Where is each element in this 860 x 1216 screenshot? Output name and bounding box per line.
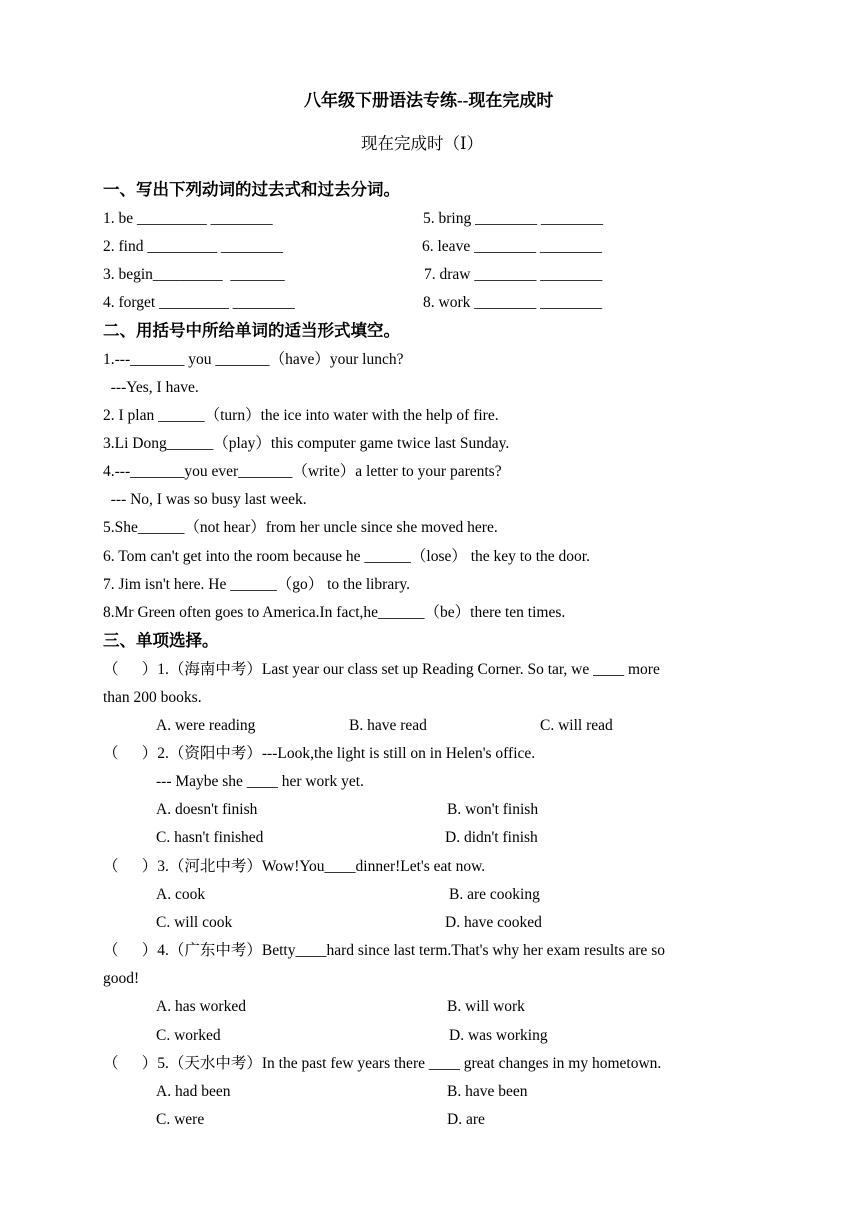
question: （ ）2.（资阳中考）---Look,the light is still on in Helen's office. — [103, 745, 536, 762]
fill-item: 8.Mr Green often goes to America.In fact,he______（be）there ten times. — [103, 604, 566, 621]
option: C. hasn't finished — [156, 829, 264, 846]
fill-item: ---Yes, I have. — [103, 379, 199, 396]
question: （ ）4.（广东中考）Betty____hard since last term.That's why her exam results are so — [103, 942, 665, 959]
page-subtitle: 现在完成时（Ⅰ） — [361, 134, 484, 153]
question: （ ）5.（天水中考）In the past few years there ____ great changes in my hometown. — [103, 1055, 662, 1072]
option: B. are cooking — [449, 886, 540, 903]
option: C. were — [156, 1111, 205, 1128]
option: C. will cook — [156, 914, 233, 931]
section-heading: 二、用括号中所给单词的适当形式填空。 — [103, 321, 400, 340]
question: （ ）1.（海南中考）Last year our class set up Reading Corner. So tar, we ____ more — [103, 661, 660, 678]
option: D. didn't finish — [445, 829, 538, 846]
verb-item: 8. work ________ ________ — [423, 294, 603, 311]
verb-item: 6. leave ________ ________ — [422, 238, 602, 255]
verb-item: 3. begin_________ _______ — [103, 266, 285, 283]
page-title: 八年级下册语法专练--现在完成时 — [304, 91, 554, 110]
option: B. have been — [447, 1083, 528, 1100]
option: B. have read — [349, 717, 427, 734]
fill-item: 2. I plan ______（turn）the ice into water with the help of fire. — [103, 407, 499, 424]
fill-item: 6. Tom can't get into the room because he ______（lose） the key to the door. — [103, 548, 590, 565]
verb-item: 2. find _________ ________ — [103, 238, 283, 255]
fill-item: 3.Li Dong______（play）this computer game twice last Sunday. — [103, 435, 510, 452]
question-continued: than 200 books. — [103, 689, 202, 706]
question-continued: good! — [103, 970, 140, 987]
option: A. doesn't finish — [156, 801, 258, 818]
verb-item: 5. bring ________ ________ — [423, 210, 603, 227]
option: A. cook — [156, 886, 206, 903]
option: D. was working — [449, 1027, 548, 1044]
verb-item: 4. forget _________ ________ — [103, 294, 295, 311]
option: A. had been — [156, 1083, 231, 1100]
fill-item: 7. Jim isn't here. He ______（go） to the library. — [103, 576, 411, 593]
option: C. worked — [156, 1027, 221, 1044]
option: D. are — [447, 1111, 485, 1128]
option: A. has worked — [156, 998, 246, 1015]
verb-item: 1. be _________ ________ — [103, 210, 273, 227]
option: A. were reading — [156, 717, 256, 734]
question-continued: --- Maybe she ____ her work yet. — [156, 773, 364, 790]
option: B. won't finish — [447, 801, 539, 818]
fill-item: 4.---_______you ever_______（write）a letter to your parents? — [103, 463, 502, 480]
option: B. will work — [447, 998, 525, 1015]
verb-item: 7. draw ________ ________ — [424, 266, 603, 283]
option: D. have cooked — [445, 914, 542, 931]
section-heading: 一、写出下列动词的过去式和过去分词。 — [103, 180, 400, 199]
fill-item: --- No, I was so busy last week. — [103, 491, 307, 508]
fill-item: 1.---_______ you _______（have）your lunch? — [103, 351, 404, 368]
fill-item: 5.She______（not hear）from her uncle since she moved here. — [103, 519, 498, 536]
option: C. will read — [540, 717, 613, 734]
question: （ ）3.（河北中考）Wow!You____dinner!Let's eat now. — [103, 858, 486, 875]
section-heading: 三、单项选择。 — [103, 631, 219, 650]
